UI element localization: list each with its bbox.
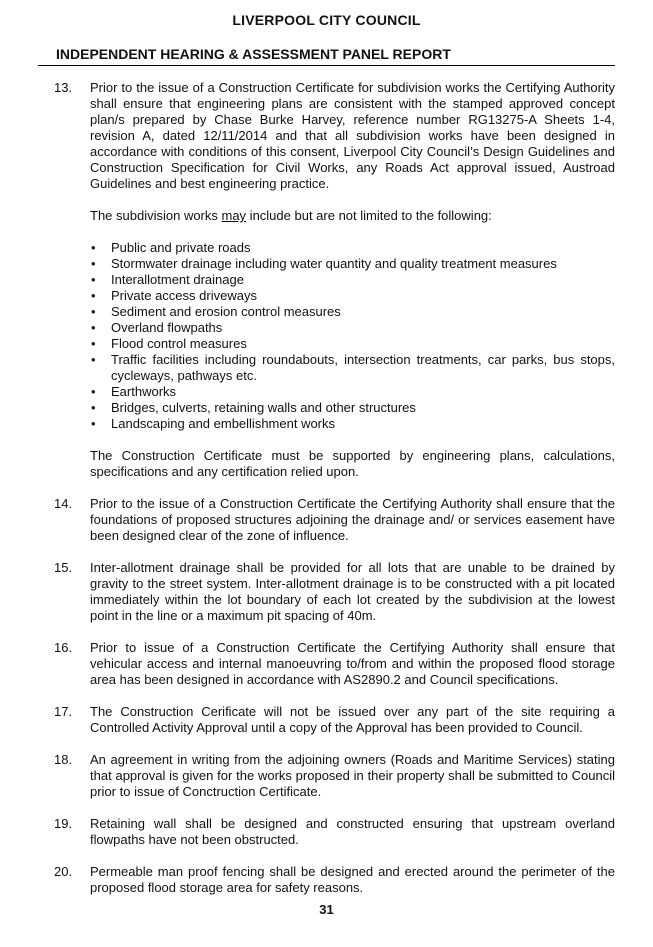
condition-text: Retaining wall shall be designed and constructed ensuring that upstream overland flowpaths have not been obstructed. <box>90 816 615 847</box>
condition-number: 20. <box>54 864 73 879</box>
bullet-icon: • <box>91 400 96 415</box>
list-item: • Flood control measures <box>91 336 247 351</box>
list-item: • Landscaping and embellishment works <box>91 416 336 431</box>
list-item: • Overland flowpaths <box>91 320 223 335</box>
bullet-icon: • <box>91 416 96 431</box>
list-item: • Private access driveways <box>91 288 257 303</box>
condition-text: Prior to issue of a Construction Certificate the Certifying Authority shall ensure that vehicular access and internal manoeuvring to/from and within the proposed flood storage area has been designed in accordance with AS2890.2 and Council specifications. <box>90 640 615 687</box>
condition-text: An agreement in writing from the adjoining owners (Roads and Maritime Services) stating that approval is given for the works proposed in their property shall be submitted to Council prior to issue of Conctruction Certificate. <box>90 752 615 799</box>
bullet-icon: • <box>91 272 96 287</box>
page-number: 31 <box>319 902 334 917</box>
bullet-icon: • <box>91 256 96 271</box>
header-divider <box>38 65 615 66</box>
condition-number: 13. <box>54 80 73 95</box>
condition-19 <box>54 816 615 848</box>
condition-16 <box>54 640 615 688</box>
subdivision-works-list <box>90 240 615 432</box>
condition-text: Permeable man proof fencing shall be designed and erected around the perimeter of the proposed flood storage area for safety reasons. <box>90 864 615 895</box>
list-item: • Interallotment drainage <box>91 272 244 287</box>
condition-text: Prior to the issue of a Construction Certificate the Certifying Authority shall ensure that the foundations of proposed structures adjoining the drainage and/ or services easement have been designed clear of the zone of influence. <box>90 496 615 543</box>
conditions-list <box>54 80 615 912</box>
condition-number: 18. <box>54 752 73 767</box>
condition-text: Prior to the issue of a Construction Certificate for subdivision works the Certifying Authority shall ensure that engineering plans are consistent with the stamped approved concept plan/s prepared by Chase Burke Harvey, reference number RG13275-A Sheets 1-4, revision A, dated 12/11/2014 and that all subdivision works have been designed in accordance with conditions of this consent, Liverpool City Council’s Design Guidelines and Construction Specification for Civil Works, any Roads Act approval issued, Austroad Guidelines and best engineering practice. <box>90 80 615 191</box>
condition-15 <box>54 560 615 624</box>
bullet-icon: • <box>91 336 96 351</box>
bullet-icon: • <box>91 352 96 367</box>
condition-13 <box>54 80 615 480</box>
condition-17 <box>54 704 615 736</box>
emphasis-may: may <box>221 208 247 223</box>
report-title: INDEPENDENT HEARING & ASSESSMENT PANEL REPORT <box>56 46 451 62</box>
list-item: • Traffic facilities including roundabouts, intersection treatments, car parks, bus stops, cycleways, pathways etc. <box>91 352 615 383</box>
condition-14 <box>54 496 615 544</box>
list-item: • Stormwater drainage including water quantity and quality treatment measures <box>91 256 557 271</box>
bullet-icon: • <box>91 320 96 335</box>
condition-20 <box>54 864 615 896</box>
condition-number: 15. <box>54 560 73 575</box>
list-item: • Sediment and erosion control measures <box>91 304 341 319</box>
bullet-icon: • <box>91 304 96 319</box>
condition-number: 17. <box>54 704 73 719</box>
council-title: LIVERPOOL CITY COUNCIL <box>232 12 421 28</box>
bullet-icon: • <box>91 384 96 399</box>
condition-text: Inter-allotment drainage shall be provided for all lots that are unable to be drained by gravity to the street system. Inter-allotment drainage is to be constructed with a pit located immediately within the lot boundary of each lot created by the subdivision at the lowest point in the line or a maximum pit spacing of 40m. <box>90 560 615 623</box>
subdivision-works-intro: The subdivision works may include but are not limited to the following: <box>90 208 492 223</box>
bullet-icon: • <box>91 240 96 255</box>
condition-number: 16. <box>54 640 73 655</box>
condition-text: The Construction Cerificate will not be issued over any part of the site requiring a Controlled Activity Approval until a copy of the Approval has been provided to Council. <box>90 704 615 735</box>
list-item: • Public and private roads <box>91 240 251 255</box>
condition-number: 14. <box>54 496 73 511</box>
condition-closing-text: The Construction Certificate must be supported by engineering plans, calculations, specifications and any certification relied upon. <box>90 448 615 479</box>
condition-18 <box>54 752 615 800</box>
list-item: • Earthworks <box>91 384 177 399</box>
condition-number: 19. <box>54 816 73 831</box>
bullet-icon: • <box>91 288 96 303</box>
list-item: • Bridges, culverts, retaining walls and other structures <box>91 400 416 415</box>
